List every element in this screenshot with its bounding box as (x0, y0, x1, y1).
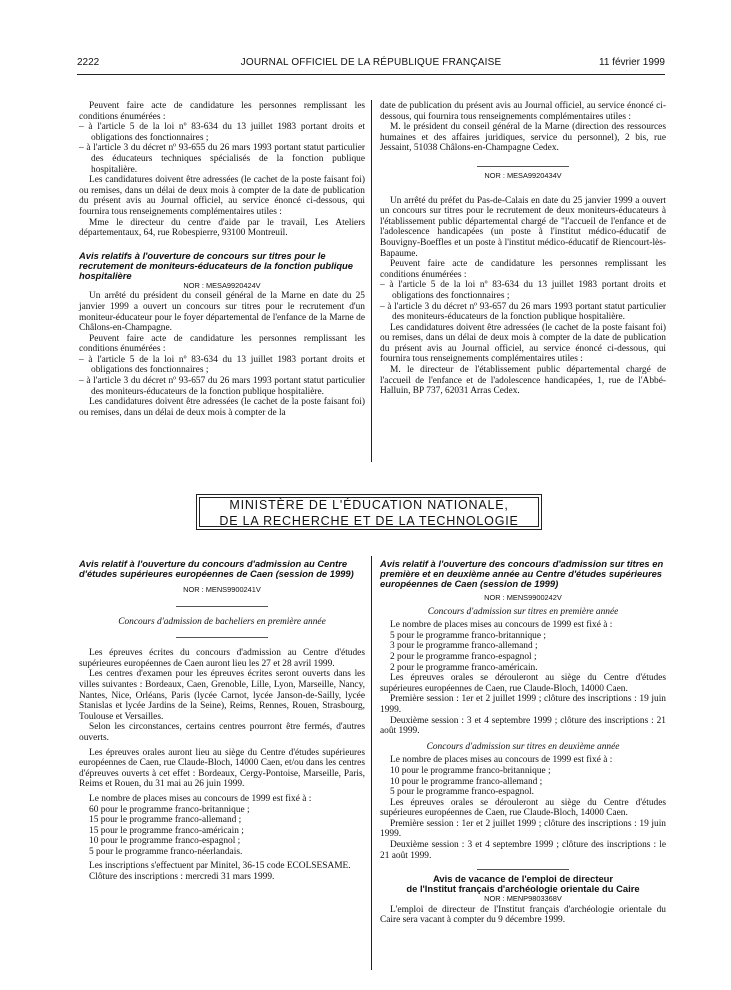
paragraph: L'emploi de directeur de l'Institut français d'archéologie orientale du Caire sera vacant à compter du 9 décembre 1999. (380, 904, 666, 926)
paragraph: Les inscriptions s'effectuent par Minitel, 36-15 code ECOLSESAME. (89, 861, 351, 872)
paragraph: Première session : 1er et 2 juillet 1999 ; clôture des inscriptions : 19 juin 1999. (380, 694, 666, 715)
paragraph: Mme le directeur du centre d'aide par le travail, Les Ateliers départementaux, 64, rue Robespierre, 93100 Montreuil. (79, 217, 365, 239)
paragraph: Peuvent faire acte de candidature les personnes remplissant les conditions énumérées : (79, 333, 365, 355)
section-heading: Avis relatif à l'ouverture des concours d'admission sur titres en première et en deuxième année au Centre d'études supérieures européennes de Caen (session de 1999) (380, 558, 664, 589)
paragraph: Les épreuves orales se dérouleront au siège du Centre d'études supérieures européennes de Caen, rue Claude-Bloch, 14000 Caen. (380, 797, 666, 819)
list-item: 60 pour le programme franco-britannique ; (89, 804, 250, 815)
paragraph: Les candidatures doivent être adressées (le cachet de la poste faisant foi) ou remises, dans un délai de deux mois à compter de la (79, 397, 365, 418)
section-heading: Avis de vacance de l'emploi de directeur (432, 873, 614, 885)
paragraph: Les candidatures doivent être adressées (le cachet de la poste faisant foi) ou remises, dans un délai de deux mois à compter de la date de publication du présent avis au Journal officiel, au service énoncé ci-dessous, qui fournira tous renseignements complémentaires utiles : (79, 175, 365, 217)
paragraph: Les épreuves orales auront lieu au siège du Centre d'études supérieures européennes de Caen, rue Claude-Bloch, 14000 Caen, et/ou dans les centres d'épreuves ouverts à cet effet : Bordeaux, Cergy-Pontoise, Marseille, Paris, Reims et Rouen, du 31 mai au 26 juin 1999. (79, 747, 365, 790)
list-item: 15 pour le programme franco-américain ; (89, 825, 244, 836)
nor-reference: NOR : MESA9920424V (183, 280, 261, 290)
section-heading: de l'Institut français d'archéologie orientale du Caire (406, 883, 640, 895)
separator-rule (176, 606, 268, 607)
paragraph: Peuvent faire acte de candidature les personnes remplissant les conditions énumérées : (380, 259, 666, 280)
nor-reference: NOR : MENS9900242V (484, 593, 562, 602)
list-item: 10 pour le programme franco-allemand ; (390, 776, 543, 787)
header-rule (77, 74, 665, 75)
subsection-title: Concours d'admission sur titres en deuxième année (426, 741, 620, 752)
nor-reference: NOR : MENP9803368V (484, 894, 562, 904)
nor-reference: NOR : MESA9920434V (484, 170, 562, 180)
paragraph: Le nombre de places mises au concours de 1999 est fixé à : (390, 620, 613, 631)
paragraph: Deuxième session : 3 et 4 septembre 1999 ; clôture des inscriptions : 21 août 1999. (380, 715, 666, 737)
list-item: 10 pour le programme franco-britannique ; (390, 765, 551, 776)
top-right-column (380, 101, 666, 397)
issue-date: 11 février 1999 (599, 57, 665, 68)
paragraph: Les épreuves écrites du concours d'admission au Centre d'études supérieures européennes de Caen auront lieu les 27 et 28 avril 1999. (79, 648, 365, 669)
list-item: 5 pour le programme franco-espagnol. (390, 787, 534, 798)
list-item: – à l'article 3 du décret nº 93-657 du 26 mars 1993 portant statut particulier des moniteurs-éducateurs de la fonction publique hospitalière. (380, 301, 666, 323)
paragraph: M. le président du conseil général de la Marne (direction des ressources humaines et des affaires juridiques, service du personnel), 2 bis, rue Jessaint, 51038 Châlons-en-Champagne Cedex. (380, 122, 666, 154)
list-item: – à l'article 5 de la loi nº 83-634 du 13 juillet 1983 portant droits et obligations des fonctionnaires ; (79, 122, 365, 143)
paragraph: Les épreuves orales se dérouleront au siège du Centre d'études supérieures européennes de Caen, rue Claude-Bloch, 14000 Caen. (380, 673, 666, 694)
section-heading: Avis relatifs à l'ouverture de concours sur titres pour le recrutement de moniteurs-éducateurs de la fonction publique hospitalière (79, 249, 353, 281)
list-item: 15 pour le programme franco-allemand ; (89, 815, 242, 826)
paragraph: Le nombre de places mises au concours de 1999 est fixé à : (89, 793, 312, 804)
list-item: 2 pour le programme franco-américain. (390, 662, 538, 673)
list-item: 3 pour le programme franco-allemand ; (390, 641, 538, 652)
paragraph: Deuxième session : 3 et 4 septembre 1999 ; clôture des inscriptions : le 21 août 1999. (380, 840, 666, 861)
list-item: 5 pour le programme franco-britannique ; (390, 630, 546, 641)
page-number: 2222 (77, 57, 100, 68)
paragraph: Clôture des inscriptions : mercredi 31 mars 1999. (89, 872, 275, 883)
paragraph: Les centres d'examen pour les épreuves écrites seront ouverts dans les villes suivantes : Bordeaux, Caen, Grenoble, Lille, Lyon, Marseille, Nancy, Nantes, Nice, Orléans, Paris (lycée Carnot, lycée Janson-de-Sailly, lycée Stanislas et lycée Jardins de la Seine), Reims, Rennes, Rouen, Strasbourg, Toulouse et Versailles. (79, 669, 365, 722)
section-heading: Avis relatif à l'ouverture du concours d'admission au Centre d'études supérieures européennes de Caen (session de 1999) (79, 558, 354, 579)
list-item: – à l'article 3 du décret nº 93-657 du 26 mars 1993 portant statut particulier des moniteurs-éducateurs de la fonction publique hospitalière. (79, 376, 365, 397)
paragraph: date de publication du présent avis au Journal officiel, au service énoncé ci-dessous, qui fournira tous renseignements complémentaires utiles : (380, 101, 666, 122)
subsection-title: Concours d'admission de bacheliers en première année (118, 616, 326, 627)
separator-rule (477, 166, 569, 167)
list-item: – à l'article 3 du décret nº 93-655 du 26 mars 1993 portant statut particulier des éducateurs techniques spécialisés de la fonction publique hospitalière. (79, 143, 365, 175)
subsection-title: Concours d'admission sur titres en première année (427, 606, 619, 617)
list-item: – à l'article 5 de la loi nº 83-634 du 13 juillet 1983 portant droits et obligations des fonctionnaires ; (79, 354, 365, 376)
column-divider-top (371, 100, 372, 462)
ministry-line-1: MINISTÈRE DE L'ÉDUCATION NATIONALE, (229, 498, 509, 512)
paragraph: Un arrêté du préfet du Pas-de-Calais en date du 25 janvier 1999 a ouvert un concours sur titres pour le recrutement de deux moniteurs-éducateurs à l'établissement public départemental chargé de "l'accueil de l'enfance et de l'adolescence handicapées (un poste à l'institut médico-éducatif de Bouvigny-Boeffles et un poste à l'institut médico-éducatif de Riencourt-lès-Bapaume. (380, 195, 666, 259)
separator-rule (176, 637, 268, 638)
ministry-banner (196, 494, 542, 530)
separator-rule (477, 869, 569, 870)
page-header (77, 57, 665, 73)
paragraph: Un arrêté du président du conseil général de la Marne en date du 25 janvier 1999 a ouvert un concours sur titres pour le recrutement d'un moniteur-éducateur pour le foyer départemental de l'enfance de la Marne de Châlons-en-Champagne. (79, 291, 365, 334)
paragraph: Première session : 1er et 2 juillet 1999 ; clôture des inscriptions : 19 juin 1999. (380, 818, 666, 840)
bottom-right-column (380, 559, 666, 926)
journal-title: JOURNAL OFFICIEL DE LA RÉPUBLIQUE FRANÇAISE (240, 57, 502, 68)
bottom-left-column (79, 559, 365, 883)
list-item: 10 pour le programme franco-espagnol ; (89, 836, 241, 847)
nor-reference: NOR : MENS9900241V (183, 585, 261, 594)
list-item: – à l'article 5 de la loi nº 83-634 du 13 juillet 1983 portant droits et obligations des fonctionnaires ; (380, 280, 666, 301)
list-item: 2 pour le programme franco-espagnol ; (390, 651, 537, 662)
column-divider-bottom (371, 556, 372, 970)
list-item: 5 pour le programme franco-néerlandais. (89, 846, 243, 857)
paragraph: M. le directeur de l'établissement public départemental chargé de l'accueil de l'enfance et de l'adolescence handicapées, 1, rue de l'Abbé-Halluin, BP 737, 62031 Arras Cedex. (380, 365, 666, 397)
paragraph: Le nombre de places mises au concours de 1999 est fixé à : (390, 755, 613, 766)
top-left-column (79, 101, 365, 418)
paragraph: Les candidatures doivent être adressées (le cachet de la poste faisant foi) ou remises, dans un délai de deux mois à compter de la date de publication du présent avis au Journal officiel, au service énoncé ci-dessous, qui fournira tous renseignements complémentaires utiles : (380, 322, 666, 365)
paragraph: Peuvent faire acte de candidature les personnes remplissant les conditions énumérées : (79, 101, 365, 122)
paragraph: Selon les circonstances, certains centres pourront être fermés, d'autres ouverts. (79, 722, 365, 743)
ministry-line-2: DE LA RECHERCHE ET DE LA TECHNOLOGIE (219, 514, 519, 528)
